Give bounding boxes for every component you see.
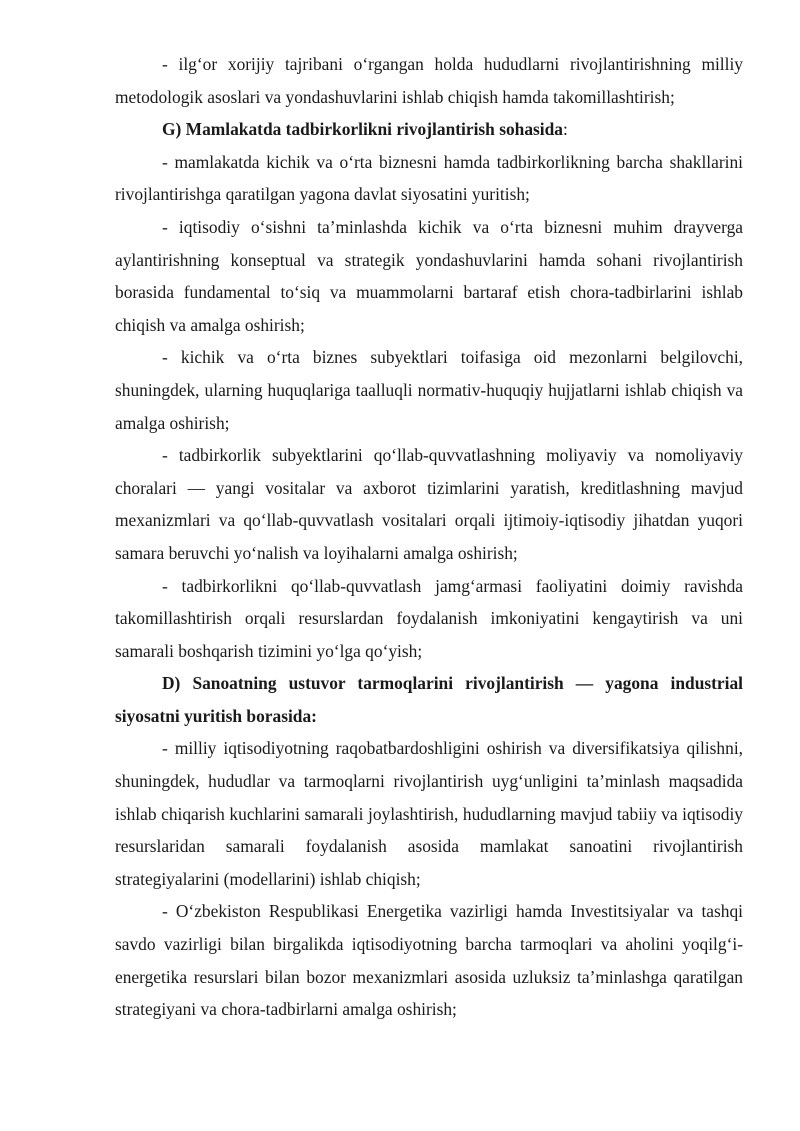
list-item: - milliy iqtisodiyotning raqobatbardoshligini oshirish va diversifikatsiya qilishni, shuningdek, hududlar va tarmoqlarni rivojlantirish uyg‘unligini ta’minlash maqsadida ishlab chiqarish kuchlarini samarali joylashtirish, hududlarning mavjud tabiiy va iqtisodiy resurslaridan samarali foydalanish asosida mamlakat sanoatini rivojlantirish strategiyalarini (modellarini) ishlab chiqish; [115, 738, 743, 889]
list-item: - O‘zbekiston Respublikasi Energetika vazirligi hamda Investitsiyalar va tashqi savdo vazirligi bilan birgalikda iqtisodiyotning barcha tarmoqlari va aholini yoqilg‘i-energetika resurslari bilan bozor mexanizmlari asosida uzluksiz ta’minlashga qaratilgan strategiyani va chora-tadbirlarni amalga oshirish; [115, 901, 743, 1020]
list-item: - kichik va o‘rta biznes subyektlari toifasiga oid mezonlarni belgilovchi, shuningdek, ularning huquqlariga taalluqli normativ-huquqiy hujjatlarni ishlab chiqish va amalga oshirish; [115, 347, 743, 433]
list-item: - iqtisodiy o‘sishni ta’minlashda kichik va o‘rta biznesni muhim drayverga aylantirishning konseptual va strategik yondashuvlarini hamda sohani rivojlantirish borasida fundamental to‘siq va muammolarni bartaraf etish chora-tadbirlarini ishlab chiqish va amalga oshirish; [115, 216, 743, 335]
heading-text: G) Mamlakatda tadbirkorlikni rivojlantirish sohasida [162, 119, 564, 140]
list-item: - tadbirkorlikni qo‘llab-quvvatlash jamg‘armasi faoliyatini doimiy ravishda takomillashtirish orqali resurslardan foydalanish imkoniyatini kengaytirish va uni samarali boshqarish tizimini yo‘lga qo‘yish; [115, 575, 743, 661]
list-item: - mamlakatda kichik va o‘rta biznesni hamda tadbirkorlikning barcha shakllarini rivojlantirishga qaratilgan yagona davlat siyosatini yuritish; [115, 151, 743, 205]
list-item: - tadbirkorlik subyektlarini qo‘llab-quvvatlashning moliyaviy va nomoliyaviy choralari — yangi vositalar va axborot tizimlarini yaratish, kreditlashning mavjud mexanizmlari va qo‘llab-quvvatlash vositalari orqali ijtimoiy-iqtisodiy jihatdan yuqori samara beruvchi yo‘nalish va loyihalarni amalga oshirish; [115, 445, 743, 563]
document-page [115, 48, 743, 1026]
heading-suffix: : [563, 119, 568, 140]
list-item: - ilg‘or xorijiy tajribani o‘rgangan holda hududlarni rivojlantirishning milliy metodologik asoslari va yondashuvlarini ishlab chiqish hamda takomillashtirish; [115, 54, 743, 107]
section-heading-d: D) Sanoatning ustuvor tarmoqlarini rivojlantirish — yagona industrial siyosatni yuritish borasida: [115, 673, 743, 726]
section-heading-g [115, 113, 743, 146]
